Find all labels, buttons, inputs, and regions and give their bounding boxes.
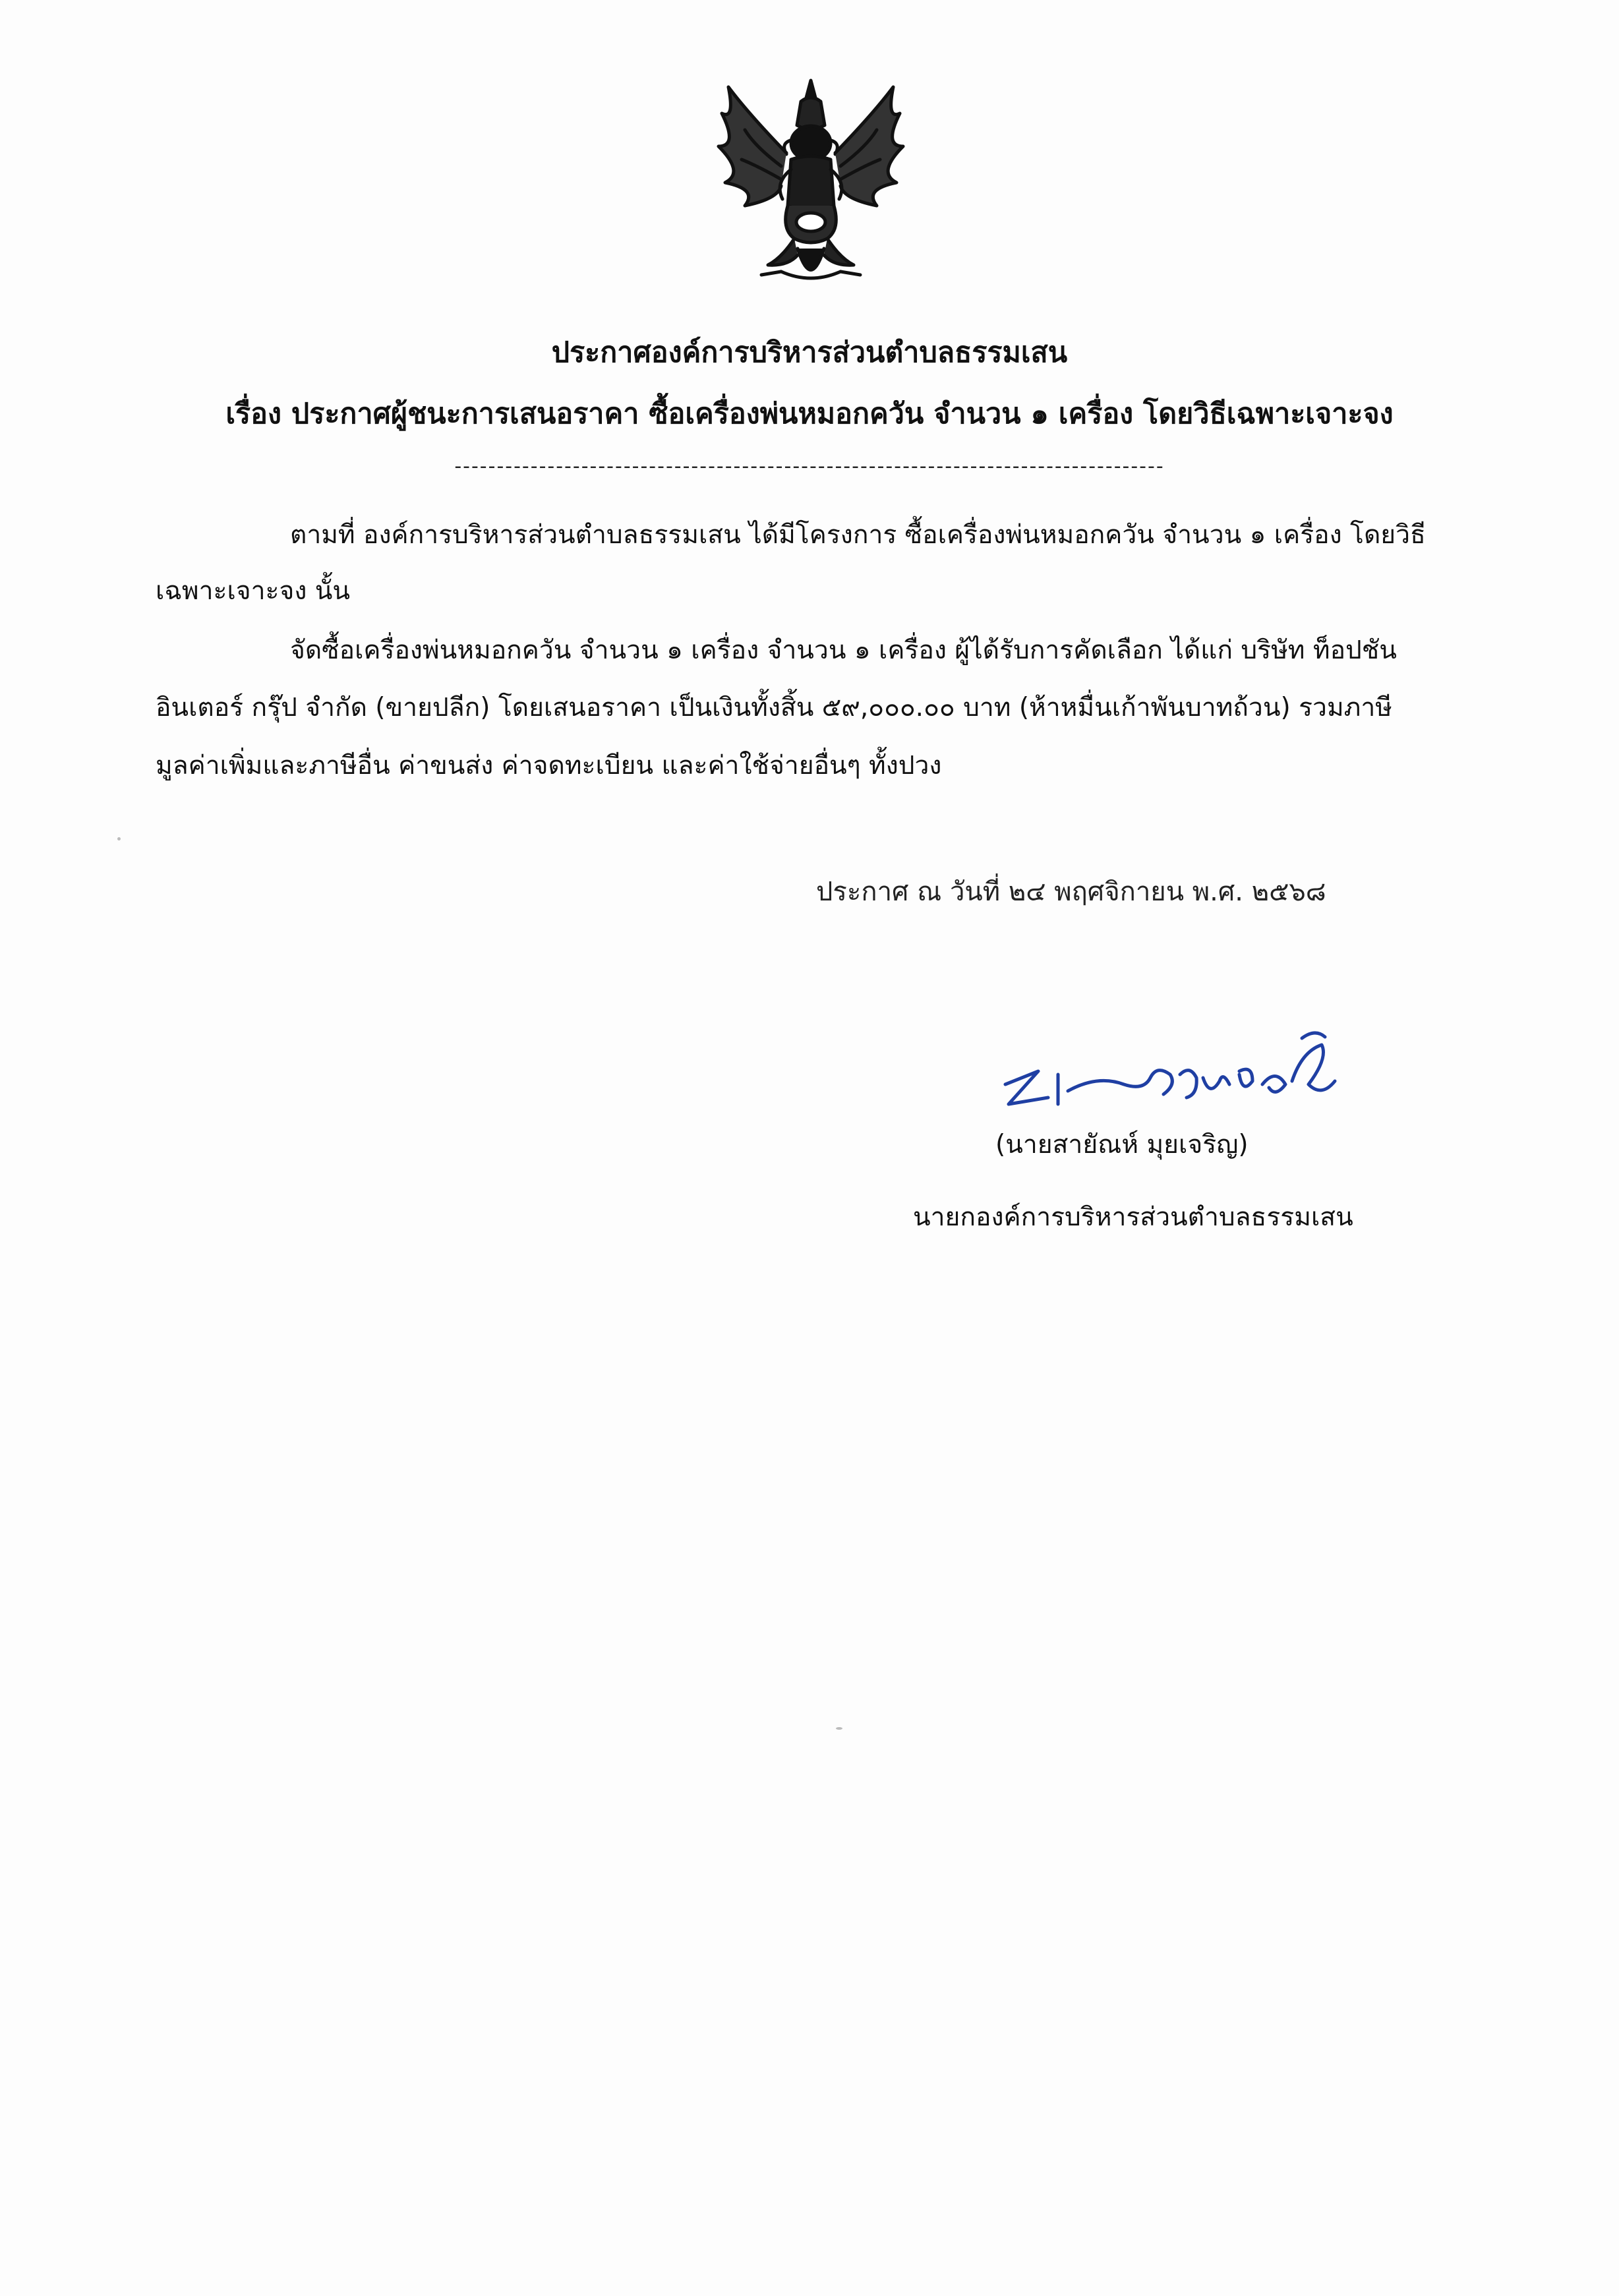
document-subject: เรื่อง ประกาศผู้ชนะการเสนอราคา ซื้อเครื่องพ่นหมอกควัน จำนวน ๑ เครื่อง โดยวิธีเฉพาะเจาะจง (225, 397, 1394, 430)
scan-speck (117, 837, 121, 840)
signature-image (992, 1012, 1361, 1127)
paragraph-1-line-1: ตามที่ องค์การบริหารส่วนตำบลธรรมเสน ได้มีโครงการ ซื้อเครื่องพ่นหมอกควัน จำนวน ๑ เครื่อง โดยวิธี (290, 520, 1426, 550)
signer-position: นายกองค์การบริหารส่วนตำบลธรรมเสน (913, 1202, 1353, 1232)
paragraph-2-line-2: อินเตอร์ กรุ๊ป จำกัด (ขายปลีก) โดยเสนอราคา เป็นเงินทั้งสิ้น ๕๙,๐๐๐.๐๐ บาท (ห้าหมื่นเก้าพันบาทถ้วน) รวมภาษี (156, 693, 1392, 722)
garuda-emblem-icon (709, 74, 913, 295)
scan-speck (836, 1727, 842, 1730)
document-title: ประกาศองค์การบริหารส่วนตำบลธรรมเสน (551, 336, 1068, 369)
announcement-date: ประกาศ ณ วันที่ ๒๔ พฤศจิกายน พ.ศ. ๒๕๖๘ (816, 877, 1326, 907)
paragraph-2-line-3: มูลค่าเพิ่มและภาษีอื่น ค่าขนส่ง ค่าจดทะเบียน และค่าใช้จ่ายอื่นๆ ทั้งปวง (156, 751, 942, 780)
divider-line: ------------------------------------------------------------------------------------ (454, 455, 1165, 478)
paragraph-2-line-1: จัดซื้อเครื่องพ่นหมอกควัน จำนวน ๑ เครื่อง จำนวน ๑ เครื่อง ผู้ได้รับการคัดเลือก ได้แก่ บริษัท ท็อปชัน (290, 635, 1397, 665)
signer-name: (นายสายัณห์ มุยเจริญ) (995, 1130, 1249, 1160)
paragraph-1-line-2: เฉพาะเจาะจง นั้น (156, 576, 351, 606)
